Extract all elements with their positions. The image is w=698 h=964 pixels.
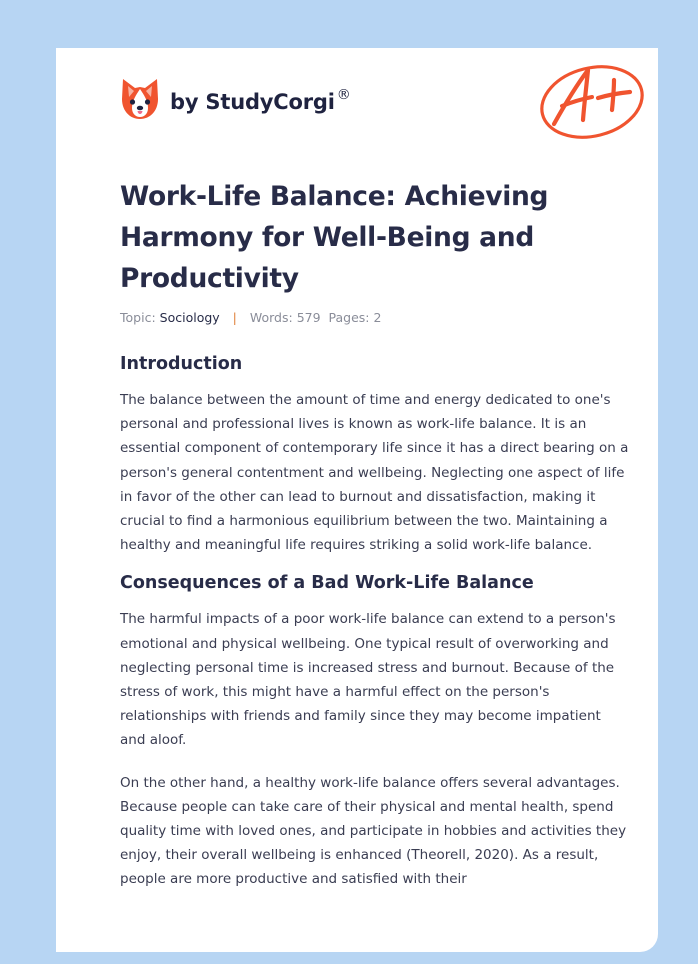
pages-label: Pages: xyxy=(328,310,370,325)
meta-separator: | xyxy=(232,310,237,325)
essay-title: Work-Life Balance: Achieving Harmony for Well-Being and Productivity xyxy=(120,181,549,294)
topic-label: Topic: xyxy=(120,310,156,325)
paragraph: On the other hand, a healthy work-life balance offers several advantages. Because people can take care of their physical and mental health, spend quality time with loved ones, and participate in hobbies and activities they enjoy, their overall wellbeing is enhanced (Theorell, 2020). As a result, people are more productive and satisfied with their xyxy=(120,774,627,888)
brand-name: by StudyCorgi ® xyxy=(170,86,351,114)
a-plus-grade-icon xyxy=(534,58,650,146)
topic-link[interactable]: Sociology xyxy=(159,310,220,325)
essay-meta xyxy=(120,310,381,325)
essay-body xyxy=(120,352,630,892)
essay-page xyxy=(56,48,658,952)
paragraph: The balance between the amount of time and energy dedicated to one's personal and professional lives is known as work-life balance. It is an essential component of contemporary life since it has a direct bearing on a person's general contentment and wellbeing. Neglecting one aspect of life in favor of the other can lead to burnout and dissatisfaction, making it crucial to find a harmonious equilibrium between the two. Maintaining a healthy and meaningful life requires striking a solid work-life balance. xyxy=(120,392,629,554)
paragraph: The harmful impacts of a poor work-life balance can extend to a person's emotional and physical wellbeing. One typical result of overworking and neglecting personal time is increased stress and burnout. Because of the stress of work, this might have a harmful effect on the person's relationships with friends and family since they may become impatient and aloof. xyxy=(120,611,616,749)
corgi-icon xyxy=(120,75,160,121)
section-heading-consequences: Consequences of a Bad Work-Life Balance xyxy=(120,573,534,594)
words-count: 579 xyxy=(296,310,321,325)
section-heading-introduction: Introduction xyxy=(120,354,243,374)
words-label: Words: xyxy=(249,310,293,325)
registered-mark: ® xyxy=(336,86,351,103)
pages-count: 2 xyxy=(373,310,382,325)
studycorgi-logo[interactable] xyxy=(120,75,351,121)
